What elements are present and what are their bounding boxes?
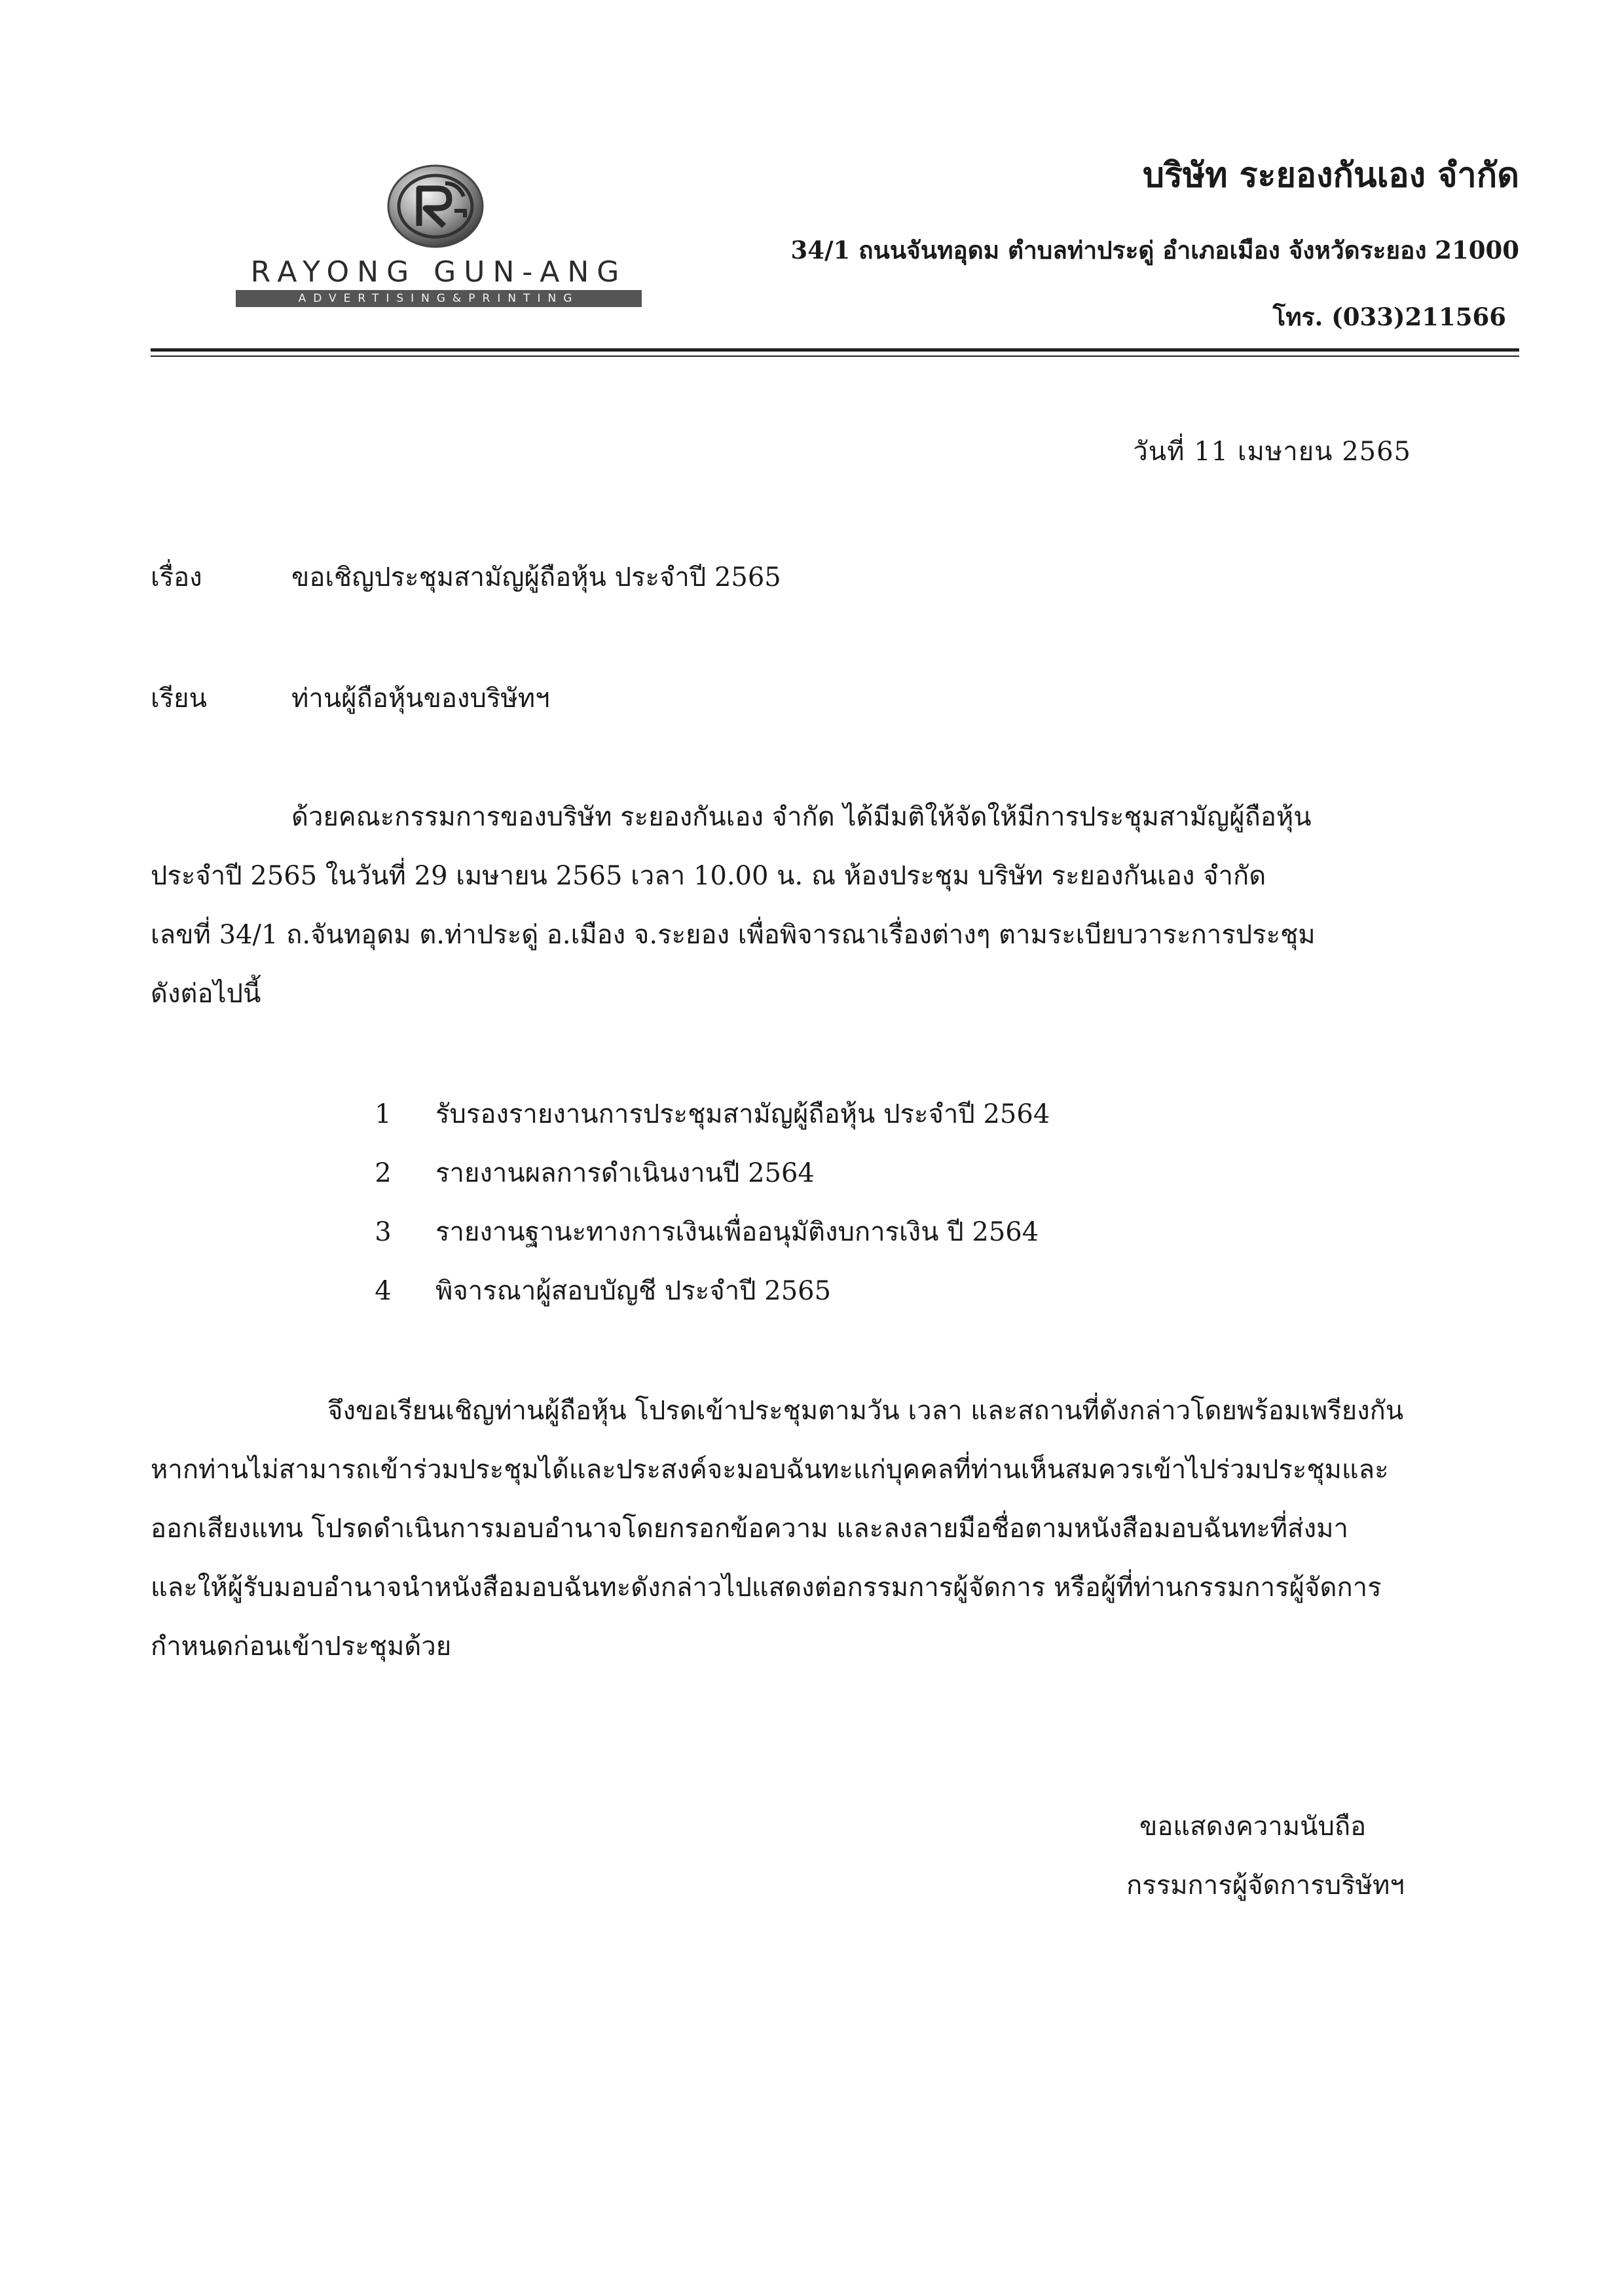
signatory-title: กรรมการผู้จัดการบริษัทฯ [1126,1870,1405,1901]
company-logo [229,164,648,314]
subject-text: ขอเชิญประชุมสามัญผู้ถือหุ้น ประจำปี 2565 [291,562,781,592]
agenda-number: 4 [375,1276,392,1306]
company-phone: โทร. (033)211566 [1272,302,1506,331]
paragraph-line: หากท่านไม่สามารถเข้าร่วมประชุมได้และประสงค์จะมอบฉันทะแก่บุคคลที่ท่านเห็นสมควรเข้าไปร่วมประชุมและ [151,1455,1389,1485]
recipient-label: เรียน [151,683,207,714]
paragraph-line: ประจำปี 2565 ในวันที่ 29 เมษายน 2565 เวลา 10.00 น. ณ ห้องประชุม บริษัท ระยองกันเอง จำกัด [151,861,1266,891]
paragraph-line: ด้วยคณะกรรมการของบริษัท ระยองกันเอง จำกัด ได้มีมติให้จัดให้มีการประชุมสามัญผู้ถือหุ้น [291,802,1312,832]
paragraph-line: ออกเสียงแทน โปรดดำเนินการมอบอำนาจโดยกรอกข้อความ และลงลายมือชื่อตามหนังสือมอบฉันทะที่ส่งมา [151,1514,1348,1544]
header-divider [151,348,1519,352]
paragraph-line: และให้ผู้รับมอบอำนาจนำหนังสือมอบฉันทะดังกล่าวไปแสดงต่อกรรมการผู้จัดการ หรือผู้ที่ท่านกรรมการผู้จัดการ [151,1573,1382,1603]
paragraph-line: เลขที่ 34/1 ถ.จันทอุดม ต.ท่าประดู่ อ.เมือง จ.ระยอง เพื่อพิจารณาเรื่องต่างๆ ตามระเบียบวาระการประชุม [151,920,1316,950]
subject-label: เรื่อง [151,562,202,592]
recipient-text: ท่านผู้ถือหุ้นของบริษัทฯ [291,683,550,714]
agenda-item: รายงานผลการดำเนินงานปี 2564 [435,1158,815,1188]
logo-tagline: ADVERTISING&PRINTING [236,290,642,307]
agenda-item: รายงานฐานะทางการเงินเพื่ออนุมัติงบการเงิน ปี 2564 [435,1217,1039,1247]
agenda-number: 2 [375,1158,392,1188]
letter-date: วันที่ 11 เมษายน 2565 [1133,437,1411,467]
company-address: 34/1 ถนนจันทอุดม ตำบลท่าประดู่ อำเภอเมือง จังหวัดระยอง 21000 [790,236,1519,264]
paragraph-line: ดังต่อไปนี้ [151,979,261,1009]
agenda-number: 3 [375,1217,392,1247]
agenda-item: พิจารณาผู้สอบบัญชี ประจำปี 2565 [435,1276,832,1306]
paragraph-line: จึงขอเรียนเชิญท่านผู้ถือหุ้น โปรดเข้าประชุมตามวัน เวลา และสถานที่ดังกล่าวโดยพร้อมเพรียงกัน [327,1396,1404,1426]
rg-monogram-icon [386,164,485,249]
paragraph-line: กำหนดก่อนเข้าประชุมด้วย [151,1631,452,1662]
agenda-number: 1 [375,1099,392,1129]
company-name: บริษัท ระยองกันเอง จำกัด [1143,155,1519,195]
logo-name: RAYONG GUN-ANG [250,255,627,289]
agenda-item: รับรองรายงานการประชุมสามัญผู้ถือหุ้น ประจำปี 2564 [435,1099,1050,1129]
closing-salutation: ขอแสดงความนับถือ [1139,1812,1367,1842]
header-divider-thin [151,355,1519,357]
